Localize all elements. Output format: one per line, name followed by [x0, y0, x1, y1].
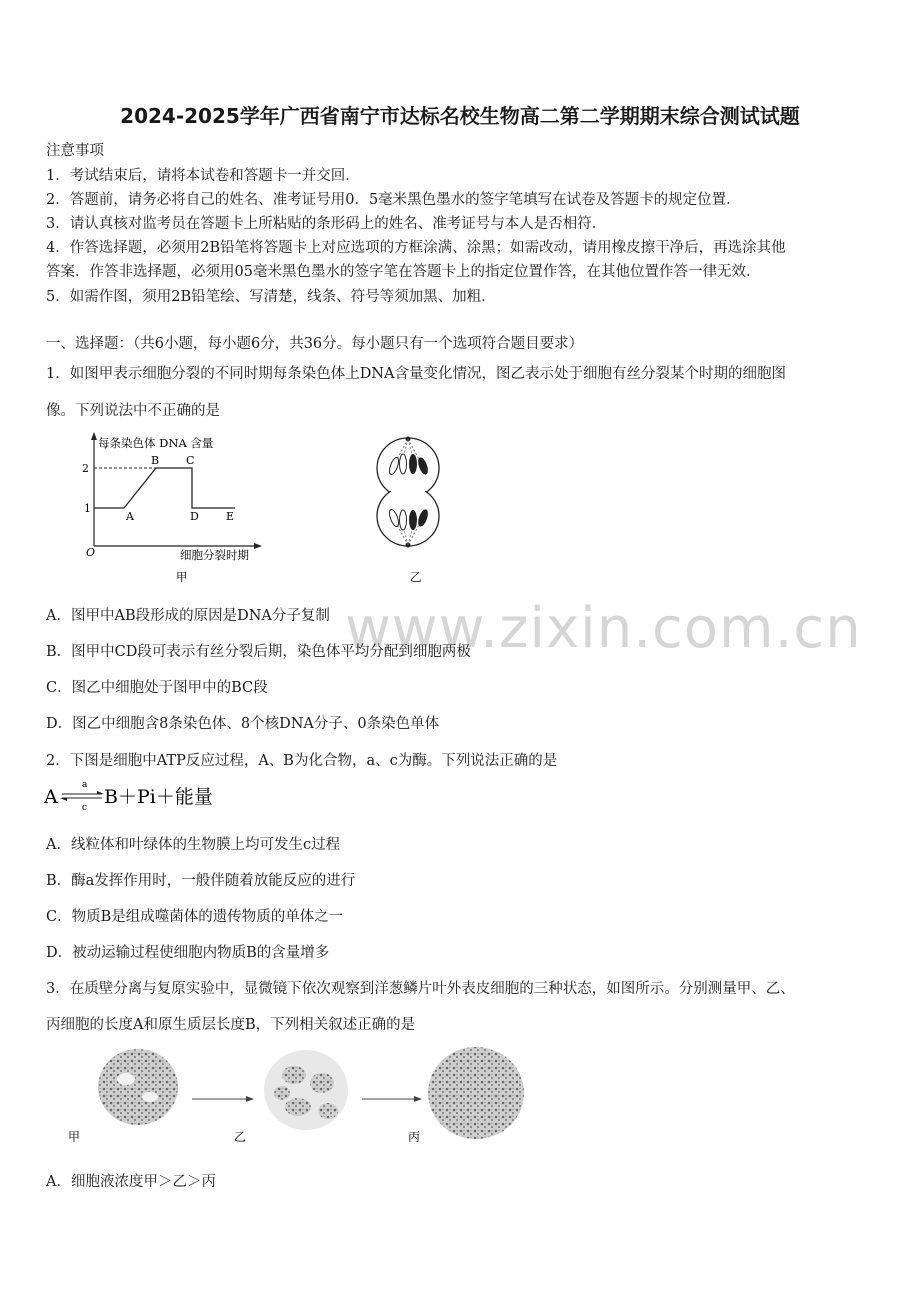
q2-option-a[interactable]: A．线粒体和叶绿体的生物膜上均可发生c过程 — [46, 837, 341, 853]
point-a-label: A — [126, 510, 134, 523]
point-d-label: D — [190, 510, 199, 523]
q1-option-c[interactable]: C．图乙中细胞处于图甲中的BC段 — [46, 680, 268, 696]
watermark: www.zixin.com.cn — [345, 596, 862, 661]
label-yi: 乙 — [234, 1130, 247, 1144]
atp-equation — [44, 776, 234, 812]
notice-item-5: 5．如需作图，须用2B铅笔绘、写清楚，线条、符号等须加黑、加粗． — [46, 289, 496, 305]
figure-yi-caption: 乙 — [410, 570, 422, 584]
q1-option-d[interactable]: D．图乙中细胞含8条染色体、8个核DNA分子、0条染色单体 — [46, 716, 440, 732]
q2-option-c[interactable]: C．物质B是组成噬菌体的遗传物质的单体之一 — [46, 909, 344, 925]
dna-curve — [94, 468, 235, 508]
q3-stem-line2: 丙细胞的长度A和原生质层长度B，下列相关叙述正确的是 — [46, 1017, 416, 1033]
q3-stem-line1: 3．在质壁分离与复原实验中，显微镜下依次观察到洋葱鳞片叶外表皮细胞的三种状态，如图所示。分别测量甲、乙、 — [46, 981, 795, 997]
figure-jia-caption: 甲 — [176, 570, 188, 584]
y-axis-label: 每条染色体 DNA 含量 — [98, 436, 214, 450]
y-axis-arrow — [91, 432, 97, 440]
notice-item-3: 3．请认真核对监考员在答题卡上所粘贴的条形码上的姓名、准考证号与本人是否相符． — [46, 216, 607, 232]
equation-right: B＋Pi＋能量 — [104, 786, 213, 808]
x-axis-label: 细胞分裂时期 — [180, 548, 249, 562]
q2-option-b[interactable]: B．酶a发挥作用时，一般伴随着放能反应的进行 — [46, 873, 356, 889]
point-e-label: E — [226, 510, 235, 523]
origin-label: O — [86, 546, 96, 559]
q1-stem-line1: 1．如图甲表示细胞分裂的不同时期每条染色体上DNA含量变化情况，图乙表示处于细胞有丝分裂某个时期的细胞图 — [46, 366, 787, 382]
cell-yi — [264, 1050, 348, 1130]
section-heading: 一、选择题：（共6小题，每小题6分，共36分。每小题只有一个选项符合题目要求） — [46, 336, 584, 352]
y-tick-1: 1 — [84, 502, 91, 515]
q1-stem-line2: 像。下列说法中不正确的是 — [46, 403, 220, 419]
q1-option-a[interactable]: A．图甲中AB段形成的原因是DNA分子复制 — [46, 608, 330, 624]
point-c-label: C — [186, 454, 195, 467]
notice-item-1: 1．考试结束后，请将本试卷和答题卡一并交回． — [46, 168, 360, 184]
notice-item-2: 2．答题前，请务必将自己的姓名、准考证号用0．5毫米黑色墨水的签字笔填写在试卷及答题卡的规定位置． — [46, 192, 741, 208]
enzyme-a-label: a — [82, 780, 88, 790]
equation-left: A — [44, 786, 58, 808]
notice-heading: 注意事项 — [46, 143, 104, 159]
page-title: 2024-2025学年广西省南宁市达标名校生物高二第二学期期末综合测试试题 — [120, 104, 800, 128]
y-tick-2: 2 — [82, 462, 89, 475]
cell-jia — [98, 1049, 178, 1125]
label-jia: 甲 — [68, 1130, 81, 1144]
q2-stem: 2．下图是细胞中ATP反应过程，A、B为化合物，a、c为酶。下列说法正确的是 — [46, 753, 558, 769]
q1-option-b[interactable]: B．图甲中CD段可表示有丝分裂后期，染色体平均分配到细胞两极 — [46, 644, 471, 660]
enzyme-c-label: c — [82, 803, 88, 812]
figure-plasmolysis — [60, 1045, 530, 1150]
figure-jia-dna-graph — [80, 430, 270, 590]
notice-item-4: 4．作答选择题，必须用2B铅笔将答题卡上对应选项的方框涂满、涂黑；如需改动，请用橡皮擦干净后，再选涂其他 — [46, 240, 786, 256]
x-axis-arrow — [254, 543, 262, 549]
point-b-label: B — [151, 454, 160, 467]
notice-item-4-cont: 答案．作答非选择题，必须用05毫米黑色墨水的签字笔在答题卡上的指定位置作答，在其他位置作答一律无效． — [46, 264, 761, 280]
q3-option-a[interactable]: A．细胞液浓度甲＞乙＞丙 — [46, 1174, 216, 1190]
cell-bing — [428, 1047, 524, 1139]
q2-option-d[interactable]: D．被动运输过程使细胞内物质B的含量增多 — [46, 945, 330, 961]
figure-yi-cell — [370, 430, 460, 590]
label-bing: 丙 — [408, 1130, 421, 1144]
